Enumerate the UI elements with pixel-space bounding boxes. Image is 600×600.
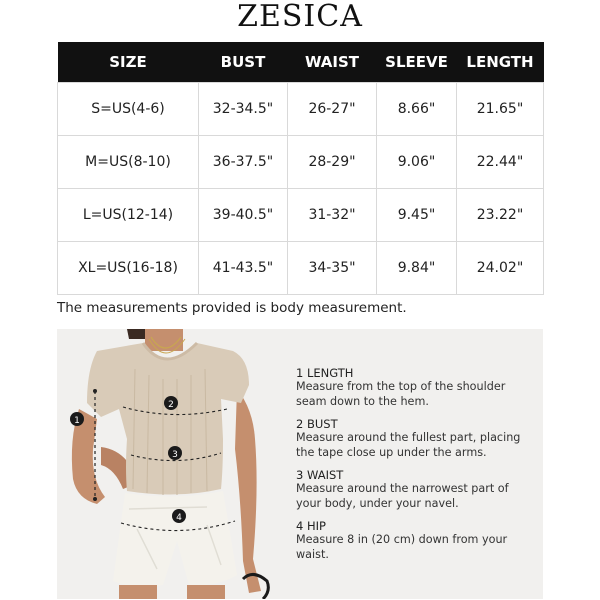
cell-waist: 26-27" (288, 83, 377, 136)
header-size: SIZE (58, 42, 199, 83)
marker-4-label: 4 (176, 513, 182, 523)
brand-logo: ZESICA (237, 0, 363, 34)
cell-waist: 31-32" (288, 189, 377, 242)
cell-sleeve: 9.45" (377, 189, 457, 242)
cell-size: L=US(12-14) (58, 189, 199, 242)
guide-title: 3 WAIST (296, 468, 344, 482)
measurement-guide (296, 366, 541, 570)
cell-sleeve: 9.84" (377, 242, 457, 295)
cell-bust: 39-40.5" (199, 189, 288, 242)
guide-item-waist (296, 468, 541, 511)
header-waist: WAIST (288, 42, 377, 83)
guide-desc-line: your body, under your navel. (296, 496, 459, 510)
cell-bust: 36-37.5" (199, 136, 288, 189)
guide-desc-line: Measure around the narrowest part of (296, 482, 509, 495)
cell-length: 23.22" (457, 189, 544, 242)
guide-desc-line: Measure around the fullest part, placing (296, 431, 521, 444)
marker-3-label: 3 (172, 450, 178, 460)
table-row (58, 83, 544, 136)
model-photo (57, 329, 287, 599)
guide-item-bust (296, 417, 541, 460)
guide-title: 2 BUST (296, 417, 338, 431)
guide-desc-line: seam down to the hem. (296, 394, 429, 408)
marker-1-label: 1 (74, 416, 80, 426)
cell-sleeve: 8.66" (377, 83, 457, 136)
cell-waist: 28-29" (288, 136, 377, 189)
marker-4 (172, 509, 186, 523)
table-row (58, 189, 544, 242)
cell-size: M=US(8-10) (58, 136, 199, 189)
header-bust: BUST (199, 42, 288, 83)
table-row (58, 242, 544, 295)
marker-2-label: 2 (168, 400, 174, 410)
cell-size: XL=US(16-18) (58, 242, 199, 295)
cell-length: 22.44" (457, 136, 544, 189)
size-chart-table (57, 42, 544, 295)
cell-bust: 41-43.5" (199, 242, 288, 295)
guide-title: 4 HIP (296, 519, 326, 533)
marker-2 (164, 396, 178, 410)
measurement-note: The measurements provided is body measurement. (57, 300, 407, 316)
guide-item-hip (296, 519, 541, 562)
cell-length: 24.02" (457, 242, 544, 295)
measurement-guide-panel (57, 329, 543, 599)
guide-desc-line: Measure 8 in (20 cm) down from your waist. (296, 533, 508, 561)
cell-bust: 32-34.5" (199, 83, 288, 136)
guide-item-length (296, 366, 541, 409)
cell-length: 21.65" (457, 83, 544, 136)
guide-desc-line: Measure from the top of the shoulder (296, 380, 506, 393)
cell-sleeve: 9.06" (377, 136, 457, 189)
guide-title: 1 LENGTH (296, 366, 354, 380)
marker-1 (70, 412, 84, 426)
table-header-row (58, 42, 544, 83)
header-length: LENGTH (457, 42, 544, 83)
cell-waist: 34-35" (288, 242, 377, 295)
header-sleeve: SLEEVE (377, 42, 457, 83)
cell-size: S=US(4-6) (58, 83, 199, 136)
guide-desc-line: the tape close up under the arms. (296, 445, 487, 459)
marker-3 (168, 446, 182, 460)
table-row (58, 136, 544, 189)
